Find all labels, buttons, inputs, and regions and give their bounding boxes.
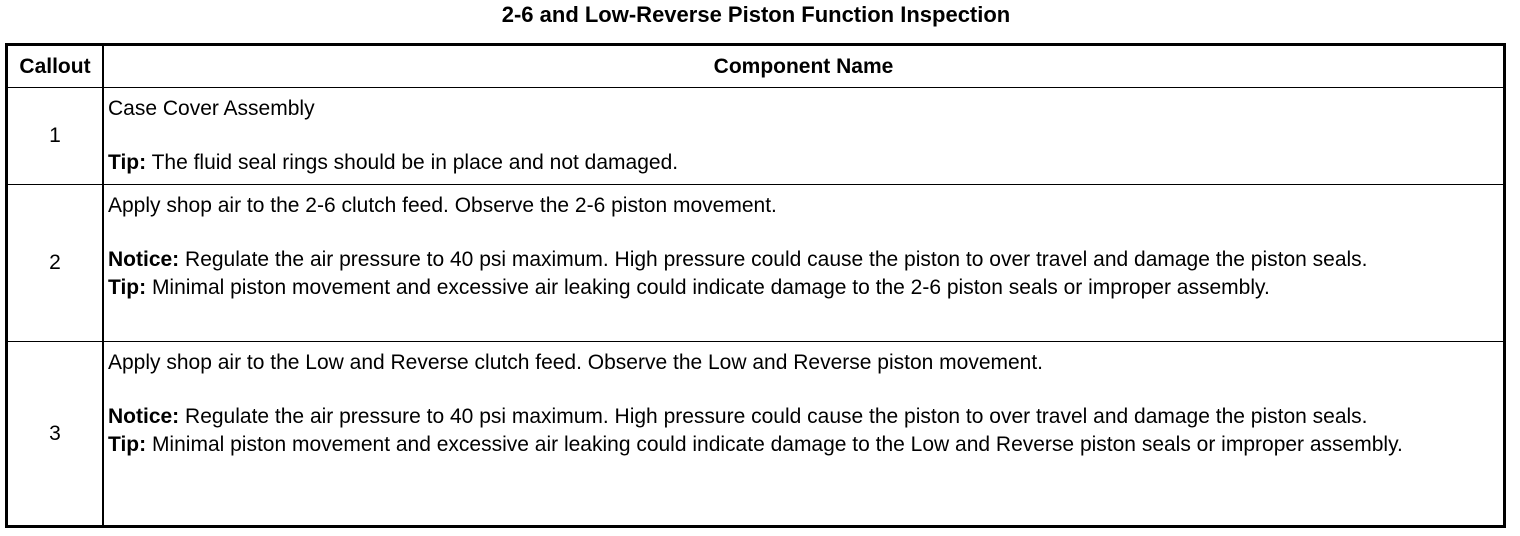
tip-body: Minimal piston movement and excessive air leaking could indicate damage to the 2-6 piston seals or improper assembly. — [146, 276, 1270, 299]
tip-body: Minimal piston movement and excessive air leaking could indicate damage to the Low and Reverse piston seals or improper assembly. — [146, 433, 1403, 456]
component-main-text: Apply shop air to the 2-6 clutch feed. Observe the 2-6 piston movement. — [108, 194, 777, 217]
tip-label: Tip: — [108, 151, 147, 174]
component-main-text: Apply shop air to the Low and Reverse clutch feed. Observe the Low and Reverse piston movement. — [108, 351, 1044, 374]
inspection-table — [8, 46, 1503, 525]
table-row — [8, 342, 1503, 526]
component-cell — [103, 342, 1503, 526]
notice-text — [108, 246, 1499, 274]
notice-text — [108, 403, 1499, 431]
component-main-text: Case Cover Assembly — [108, 97, 315, 120]
component-column-header: Component Name — [103, 46, 1503, 88]
callout-column-header: Callout — [8, 46, 103, 88]
table-row — [8, 185, 1503, 342]
tip-label: Tip: — [108, 433, 147, 456]
tip-label: Tip: — [108, 276, 147, 299]
callout-number: 3 — [8, 342, 103, 526]
notice-body: Regulate the air pressure to 40 psi maximum. High pressure could cause the piston to over travel and damage the piston seals. — [179, 248, 1368, 271]
tip-body: The fluid seal rings should be in place and not damaged. — [146, 151, 679, 174]
spacer — [108, 123, 1499, 149]
page-title: 2-6 and Low-Reverse Piston Function Inspection — [501, 2, 1011, 27]
tip-text — [108, 274, 1499, 302]
notice-body: Regulate the air pressure to 40 psi maximum. High pressure could cause the piston to over travel and damage the piston seals. — [179, 405, 1368, 428]
notice-label: Notice: — [108, 248, 180, 271]
component-cell — [103, 88, 1503, 185]
tip-text — [108, 431, 1499, 459]
tip-text — [108, 149, 1499, 177]
callout-number: 1 — [8, 88, 103, 185]
component-cell — [103, 185, 1503, 342]
spacer — [108, 220, 1499, 246]
spacer — [108, 377, 1499, 403]
inspection-table-frame — [5, 43, 1506, 528]
table-header-row — [8, 46, 1503, 88]
notice-label: Notice: — [108, 405, 180, 428]
callout-number: 2 — [8, 185, 103, 342]
table-row — [8, 88, 1503, 185]
